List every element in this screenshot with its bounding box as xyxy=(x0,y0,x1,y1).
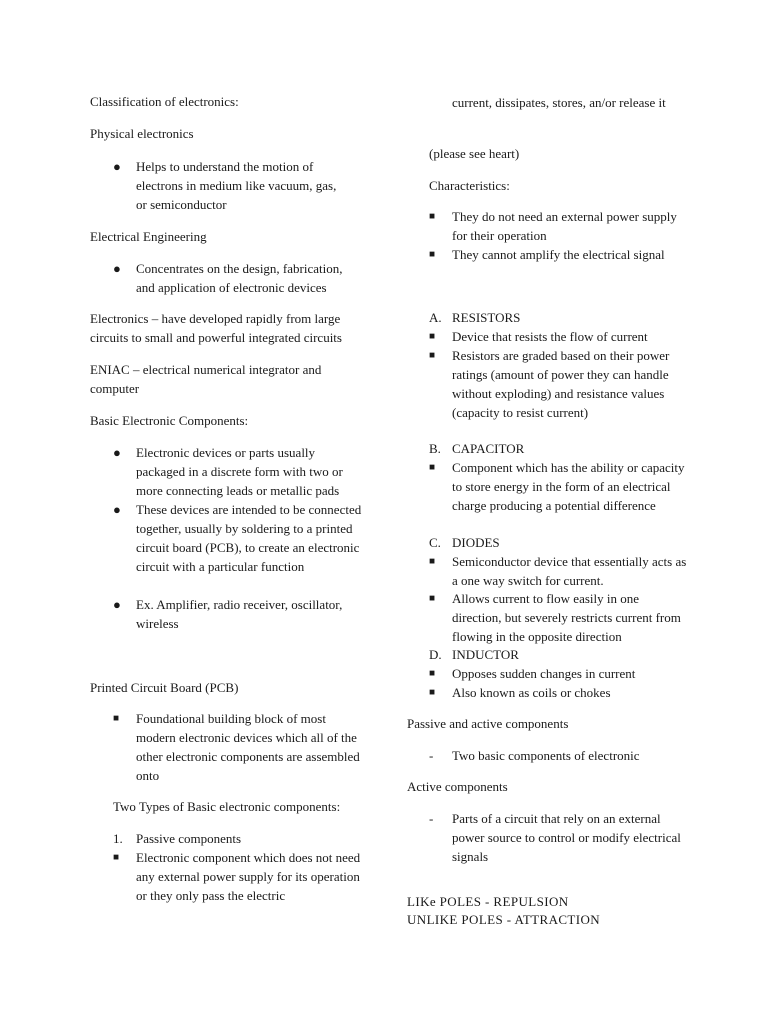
square-bullet-icon: ■ xyxy=(429,331,436,342)
component-heading-capacitor xyxy=(429,439,689,458)
square-bullet-icon: ■ xyxy=(429,462,436,473)
item-number: 1. xyxy=(113,831,123,846)
list-item xyxy=(113,500,366,576)
component-title: RESISTORS xyxy=(452,310,521,325)
physical-electronics-heading: Physical electronics xyxy=(90,126,194,141)
component-letter: A. xyxy=(429,310,442,325)
list-item-text: Opposes sudden changes in current xyxy=(452,666,636,681)
list-item xyxy=(429,664,691,683)
two-types-heading: Two Types of Basic electronic components: xyxy=(113,799,341,814)
square-bullet-icon: ■ xyxy=(429,249,436,260)
list-item xyxy=(429,683,691,702)
list-item xyxy=(113,848,363,905)
like-poles-text: LIKe POLES - REPULSION xyxy=(407,894,569,909)
list-item-text: Also known as coils or chokes xyxy=(452,685,611,700)
list-item-text: Device that resists the flow of current xyxy=(452,329,648,344)
electronics-paragraph: Electronics – have developed rapidly from large circuits to small and powerful integrated circuits xyxy=(90,311,342,345)
list-item xyxy=(429,327,691,346)
list-item-text: Allows current to flow easily in one direction, but severely restricts current from flowing in the opposite direction xyxy=(452,591,681,644)
active-components-heading: Active components xyxy=(407,779,508,794)
list-item-text: Concentrates on the design, fabrication, and application of electronic devices xyxy=(136,261,343,295)
basic-components-heading: Basic Electronic Components: xyxy=(90,413,249,428)
component-letter: D. xyxy=(429,647,442,662)
component-heading-resistors xyxy=(429,308,689,327)
classification-heading: Classification of electronics: xyxy=(90,94,239,109)
square-bullet-icon: ■ xyxy=(113,713,120,724)
passive-active-heading: Passive and active components xyxy=(407,716,569,731)
square-bullet-icon: ■ xyxy=(429,350,436,361)
please-see-note: (please see heart) xyxy=(429,146,520,161)
eniac-paragraph: ENIAC – electrical numerical integrator and computer xyxy=(90,362,322,396)
square-bullet-icon: ■ xyxy=(429,668,436,679)
dash-marker: - xyxy=(429,811,434,826)
list-item xyxy=(429,346,691,422)
component-title: INDUCTOR xyxy=(452,647,519,662)
bullet-icon: ● xyxy=(113,502,121,517)
list-item xyxy=(429,245,699,264)
list-item-text: They do not need an external power supply for their operation xyxy=(452,209,677,243)
list-item-text: Electronic component which does not need any external power supply for its operation or they only pass the electric xyxy=(136,850,361,903)
component-title: DIODES xyxy=(452,535,500,550)
square-bullet-icon: ■ xyxy=(429,211,436,222)
list-item xyxy=(429,207,689,245)
list-item xyxy=(113,595,366,633)
list-item xyxy=(113,443,366,500)
bullet-icon: ● xyxy=(113,261,121,276)
list-item xyxy=(113,259,358,297)
list-item xyxy=(429,458,691,515)
pcb-heading: Printed Circuit Board (PCB) xyxy=(90,680,239,695)
square-bullet-icon: ■ xyxy=(429,593,436,604)
list-item-text: Semiconductor device that essentially acts as a one way switch for current. xyxy=(452,554,687,588)
dash-item-text: Two basic components of electronic xyxy=(452,748,640,763)
list-item xyxy=(429,589,691,646)
bullet-icon: ● xyxy=(113,159,121,174)
square-bullet-icon: ■ xyxy=(429,556,436,567)
dash-item xyxy=(429,809,689,866)
square-bullet-icon: ■ xyxy=(113,852,120,863)
list-item-text: Foundational building block of most modern electronic devices which all of the other electronic components are assembled onto xyxy=(136,711,360,783)
list-item-text: Resistors are graded based on their power ratings (amount of power they can handle without exploding) and resistance values (capacity to resist current) xyxy=(452,348,670,420)
dash-marker: - xyxy=(429,748,434,763)
list-item xyxy=(113,157,348,214)
list-item-text: Electronic devices or parts usually packaged in a discrete form with two or more connecting leads or metallic pads xyxy=(136,445,343,498)
electrical-engineering-heading: Electrical Engineering xyxy=(90,229,207,244)
unlike-poles-text: UNLIKE POLES - ATTRACTION xyxy=(407,912,601,927)
list-item-text: Helps to understand the motion of electrons in medium like vacuum, gas, or semiconductor xyxy=(136,159,337,212)
component-heading-diodes xyxy=(429,533,689,552)
bullet-icon: ● xyxy=(113,597,121,612)
component-letter: C. xyxy=(429,535,441,550)
square-bullet-icon: ■ xyxy=(429,687,436,698)
bullet-icon: ● xyxy=(113,445,121,460)
list-item-text: They cannot amplify the electrical signal xyxy=(452,247,665,262)
list-item-text: These devices are intended to be connected together, usually by soldering to a printed circuit board (PCB), to create an electronic circuit with a particular function xyxy=(136,502,362,574)
component-heading-inductor xyxy=(429,645,689,664)
list-item-text: Component which has the ability or capacity to store energy in the form of an electrical charge producing a potential difference xyxy=(452,460,685,513)
characteristics-heading: Characteristics: xyxy=(429,178,510,193)
list-item xyxy=(429,552,691,590)
dash-item-text: Parts of a circuit that rely on an external power source to control or modify electrical signals xyxy=(452,811,681,864)
list-item-text: Ex. Amplifier, radio receiver, oscillator, wireless xyxy=(136,597,343,631)
component-letter: B. xyxy=(429,441,441,456)
component-title: CAPACITOR xyxy=(452,441,525,456)
dash-item xyxy=(429,746,699,765)
numbered-item xyxy=(113,829,363,848)
passive-continued-text: current, dissipates, stores, an/or release it xyxy=(452,95,666,110)
list-item xyxy=(113,709,363,785)
numbered-item-text: Passive components xyxy=(136,831,242,846)
